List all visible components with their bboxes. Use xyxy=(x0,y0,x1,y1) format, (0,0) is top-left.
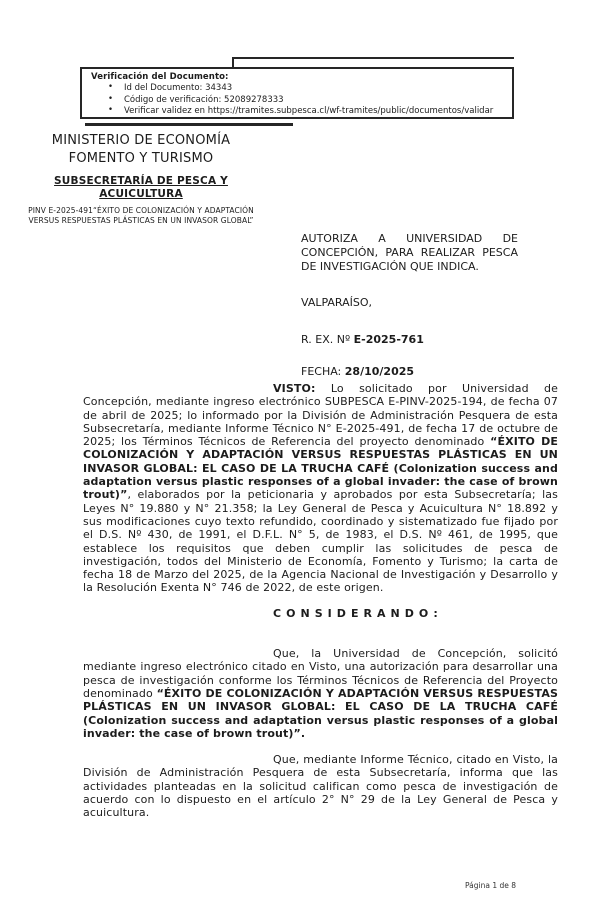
subsecretaria-line2: ACUICULTURA xyxy=(99,188,183,200)
page-number: Página 1 de 8 xyxy=(465,881,517,890)
ministry-name-line1: MINISTERIO DE ECONOMÍA xyxy=(51,133,231,148)
verification-title: Verificación del Documento: xyxy=(91,72,229,82)
visto-text-1: Lo solicitado por Universidad de Concepción, mediante ingreso electrónico SUBPESCA E-PINV-2025-194, de fecha 07 de abril de 2025; lo informado por la División de Administración Pesquera de esta Subsecretaría, mediante Informe Técnico N° E-2025-491, de fecha 17 de octubre de 2025; los Términos Técnicos de Referencia del proyecto denominado xyxy=(83,382,558,449)
verification-list xyxy=(91,83,512,118)
date-value: 28/10/2025 xyxy=(344,365,415,379)
subsecretaria-line1: SUBSECRETARÍA DE PESCA Y xyxy=(54,175,228,187)
verification-item-document-id: • Id del Documento: 34343 xyxy=(91,83,512,95)
project-title-bold-2: “ÉXITO DE COLONIZACIÓN Y ADAPTACIÓN VERSUS RESPUESTAS PLÁSTICAS EN UN INVASOR GLOBAL: EL CASO DE LA TRUCHA CAFÉ (Colonization success and adaptation versus plastic responses of a global invader: the case of brown trout)”. xyxy=(83,686,559,740)
considerando1-text: Que, la Universidad de Concepción, solicitó mediante ingreso electrónico citado en Visto, una autorización para desarrollar una pesca de investigación conforme los Términos Técnicos de Referencia del Proyecto denominado xyxy=(83,647,558,700)
considerando-heading: C O N S I D E R A N D O : xyxy=(273,606,439,620)
verification-item-code: • Código de verificación: 52089278333 xyxy=(91,95,512,107)
ministry-name-line2: FOMENTO Y TURISMO xyxy=(68,150,214,166)
subsecretaria-title xyxy=(20,175,262,201)
project-title-bold: “ÉXITO DE COLONIZACIÓN Y ADAPTACIÓN VERSUS RESPUESTAS PLÁSTICAS EN UN INVASOR GLOBAL: EL CASO DE LA TRUCHA CAFÉ (Colonization success and adaptation versus plastic responses of a global invader: the case of brown trout)” xyxy=(83,435,558,502)
box-border-artifact-bottom xyxy=(85,123,293,126)
resolution-number-value: E-2025-761 xyxy=(353,333,424,347)
box-border-artifact-top xyxy=(232,57,514,59)
visto-paragraph xyxy=(83,382,558,595)
visto-text-2: , elaborados por la peticionaria y aprobados por esta Subsecretaría; las Leyes N° 19.880 y N° 21.358; la Ley General de Pesca y Acuicultura N° 18.892 y sus modificaciones cuyo texto refundido, coordinado y sistematizado fue fijado por el D.S. Nº 430, de 1991, el D.F.L. N° 5, de 1983, el D.S. Nº 461, de 1995, que establece los requisitos que deben cumplir las solicitudes de pesca de investigación, todos del Ministerio de Economía, Fomento y Turismo; la carta de fecha 18 de Marzo del 2025, de la Agencia Nacional de Investigación y Desarrollo y la Resolución Exenta N° 746 de 2022, de este origen. xyxy=(83,488,558,595)
resolution-number-line xyxy=(301,333,518,346)
date-line xyxy=(301,365,518,378)
project-reference: PINV E-2025-491“ÉXITO DE COLONIZACIÓN Y ADAPTACIÓN VERSUS RESPUESTAS PLÁSTICAS EN UN INVASOR GLOBAL” xyxy=(28,206,254,225)
city-line: VALPARAÍSO, xyxy=(301,296,373,310)
date-label: FECHA: xyxy=(301,365,345,379)
verification-item-url: • Verificar validez en https://tramites.subpesca.cl/wf-tramites/public/documentos/validar xyxy=(91,106,512,118)
considerando-paragraph-1 xyxy=(83,647,558,740)
resolution-subject: AUTORIZA A UNIVERSIDAD DE CONCEPCIÓN, PARA REALIZAR PESCA DE INVESTIGACIÓN QUE INDICA. xyxy=(301,232,518,273)
resolution-number-label: R. EX. Nº xyxy=(301,333,354,347)
considerando-paragraph-2: Que, mediante Informe Técnico, citado en Visto, la División de Administración Pesquera de esta Subsecretaría, informa que las actividades planteadas en la solicitud califican como pesca de investigación de acuerdo con lo dispuesto en el artículo 2° N° 29 de la Ley General de Pesca y acuicultura. xyxy=(83,753,558,820)
document-body xyxy=(83,382,558,820)
letterhead xyxy=(20,132,262,226)
resolution-header xyxy=(301,232,518,378)
verification-box xyxy=(80,67,514,119)
visto-label: VISTO: xyxy=(273,382,316,395)
